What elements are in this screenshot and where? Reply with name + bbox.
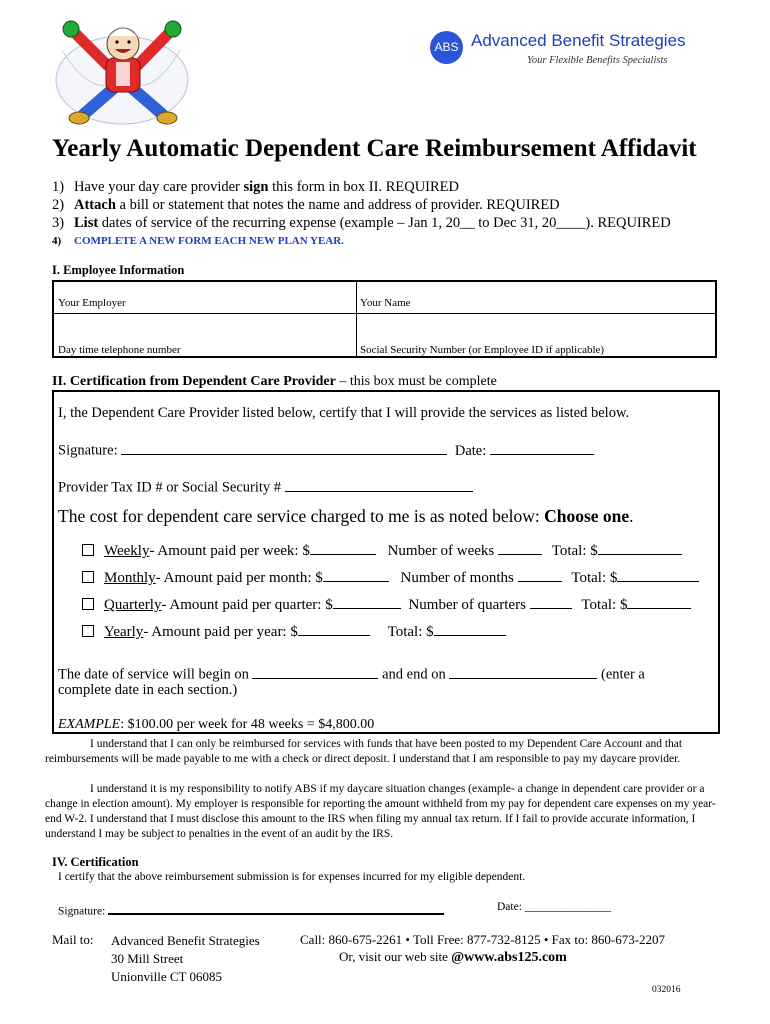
example-text: EXAMPLE: $100.00 per week for 48 weeks = $4,800.00 <box>58 717 375 732</box>
mail-to-label: Mail to: <box>52 932 94 947</box>
service-dates-note: complete date in each section.) <box>58 682 238 698</box>
employee-name-field[interactable]: Your Name <box>360 297 411 309</box>
quarterly-checkbox[interactable] <box>82 598 94 610</box>
page-title: Yearly Automatic Dependent Care Reimbursement Affidavit <box>52 135 697 162</box>
terms-paragraph-2: I understand it is my responsibility to notify ABS if my daycare situation changes (example- a change in dependent care provider or a change in election amount). My employer is responsible for reporting the amount withheld from my pay for dependent care expenses on my year-end W-2. I understand that I must disclose this amount to the IRS when filing my annual tax return. If I fail to provide accurate information, I understand I may be subject to penalties in the event of an audit by the IRS. <box>45 783 716 840</box>
yearly-option[interactable]: Yearly- Amount paid per year: $ Total: $ <box>82 620 506 641</box>
provider-certify-text: I, the Dependent Care Provider listed below, certify that I will provide the services as listed below. <box>58 405 630 421</box>
service-dates-line[interactable]: The date of service will begin on and end on (enter a <box>58 663 645 684</box>
employee-signature-line[interactable]: Signature: <box>58 901 444 918</box>
section-employee-heading: I. Employee Information <box>52 263 185 277</box>
weekly-checkbox[interactable] <box>82 544 94 556</box>
website-link[interactable]: @www.abs125.com <box>451 950 567 965</box>
contact-phones: Call: 860-675-2261 • Toll Free: 877-732-8125 • Fax to: 860-673-2207 <box>300 932 666 947</box>
snow-angel-illustration <box>52 10 190 128</box>
monthly-option[interactable]: Monthly- Amount paid per month: $ Number of months Total: $ <box>82 566 699 587</box>
weekly-option[interactable]: Weekly- Amount paid per week: $ Number of weeks Total: $ <box>82 539 682 560</box>
cost-statement: The cost for dependent care service charged to me is as noted below: Choose one. <box>58 506 634 526</box>
mailing-address: Advanced Benefit Strategies 30 Mill Street Unionville CT 06085 <box>111 933 260 984</box>
section-certification-heading: IV. Certification <box>52 855 139 869</box>
employee-certify-text: I certify that the above reimbursement submission is for expenses incurred for my eligible dependent. <box>58 871 526 883</box>
instruction-item: 1) Have your day care provider sign this form in box II. REQUIRED <box>52 179 459 195</box>
instruction-item-plan-year: 4) COMPLETE A NEW FORM EACH NEW PLAN YEAR. <box>52 235 344 247</box>
phone-field[interactable]: Day time telephone number <box>58 344 181 356</box>
monthly-checkbox[interactable] <box>82 571 94 583</box>
company-tagline: Your Flexible Benefits Specialists <box>527 55 668 66</box>
abs-logo-badge: ABS <box>430 31 463 64</box>
form-code: 032016 <box>652 985 681 995</box>
provider-signature-line[interactable]: Signature: Date: <box>58 439 594 460</box>
instruction-item: 3) List dates of service of the recurring expense (example – Jan 1, 20__ to Dec 31, 20____). REQUIRED <box>52 215 671 231</box>
instruction-list <box>52 178 671 250</box>
company-name: Advanced Benefit Strategies <box>471 31 686 50</box>
employer-field[interactable]: Your Employer <box>58 297 126 309</box>
terms-paragraph-1: I understand that I can only be reimbursed for services with funds that have been posted to my Dependent Care Account and that reimbursements will be made payable to me with a check or direct deposit. I understand that I am responsible to pay my daycare provider. <box>45 738 683 765</box>
quarterly-option[interactable]: Quarterly- Amount paid per quarter: $ Number of quarters Total: $ <box>82 593 691 614</box>
yearly-checkbox[interactable] <box>82 625 94 637</box>
section-provider-heading: II. Certification from Dependent Care Provider – this box must be complete <box>52 374 497 389</box>
provider-taxid-line[interactable]: Provider Tax ID # or Social Security # <box>58 476 473 497</box>
instruction-item: 2) Attach a bill or statement that notes the name and address of provider. REQUIRED <box>52 197 560 213</box>
ssn-field[interactable]: Social Security Number (or Employee ID if applicable) <box>360 344 605 356</box>
employee-info-table <box>52 280 717 358</box>
website-line: Or, visit our web site @www.abs125.com <box>339 949 567 965</box>
employee-date-line[interactable]: Date: _______________ <box>497 901 612 913</box>
